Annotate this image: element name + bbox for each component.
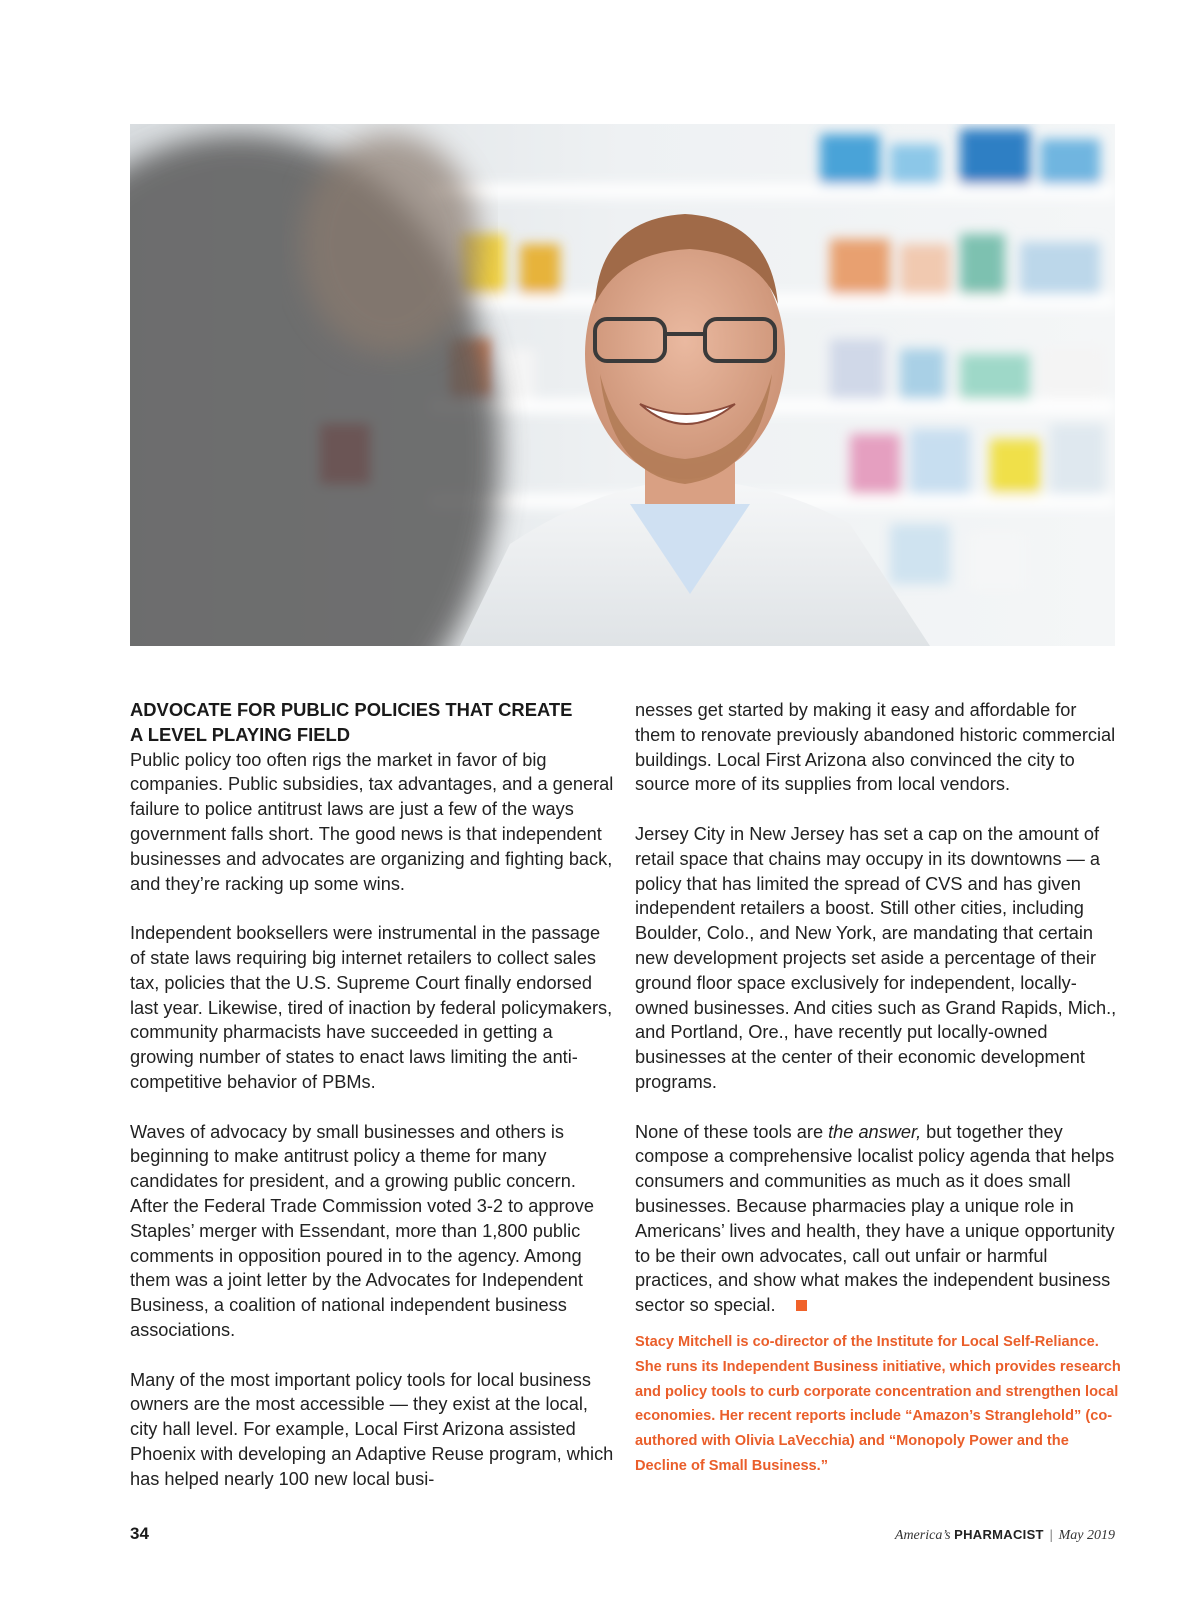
pharmacist-photo-illustration	[130, 124, 1115, 646]
text-run: but together they compose a comprehensive localist policy agenda that helps consumers and communities as much as it does small businesses. Because pharmacies play a unique role in Americans’ lives and health, they have a unique opportunity to be their own advocates, call out unfair or harmful practices, and show what makes the independent business sector so special.	[635, 1121, 1115, 1316]
paragraph: Independent booksellers were instrumental in the passage of state laws requiring big internet retailers to collect sales tax, policies that the U.S. Supreme Court finally endorsed last year. Likewise, tired of inaction by federal policymakers, community pharmacists have succeeded in getting a growing number of states to enact laws limiting the anti-competitive behavior of PBMs.	[130, 923, 613, 1092]
publication-prefix: America’s	[894, 1528, 951, 1543]
section-heading	[130, 698, 617, 748]
section-heading-line1: ADVOCATE FOR PUBLIC POLICIES THAT CREATE	[130, 699, 573, 720]
paragraph: Many of the most important policy tools for local business owners are the most accessible — they exist at the local, city hall level. For example, Local First Arizona assisted Phoenix with developing an Adaptive Reuse program, which has helped nearly 100 new local busi-	[130, 1369, 614, 1489]
left-column	[130, 698, 617, 1516]
section-heading-line2: A LEVEL PLAYING FIELD	[130, 723, 351, 745]
hero-photo	[130, 124, 1115, 646]
text-run: None of these tools are	[635, 1121, 829, 1142]
paragraph: Waves of advocacy by small businesses and others is beginning to make antitrust policy a theme for many candidates for president, and a growing public concern. After the Federal Trade Commission voted 3-2 to approve Staples’ merger with Essendant, more than 1,800 public comments in opposition poured in to the agency. Among them was a joint letter by the Advocates for Independent Business, a coalition of national independent business associations.	[130, 1121, 595, 1340]
issue-date: May 2019	[1058, 1528, 1115, 1543]
publication-brand: PHARMACIST	[954, 1527, 1044, 1542]
masthead-separator: |	[1049, 1528, 1053, 1543]
page-number: 34	[130, 1524, 149, 1543]
end-of-article-icon	[796, 1300, 807, 1311]
paragraph: Public policy too often rigs the market in favor of big companies. Public subsidies, tax advantages, and a general failure to police antitrust laws are just a few of the ways government falls short. The good news is that independent businesses and advocates are organizing and fighting back, and they’re racking up some wins.	[130, 749, 614, 894]
paragraph: nesses get started by making it easy and affordable for them to renovate previously abandoned historic commercial buildings. Local First Arizona also convinced the city to source more of its supplies from local vendors.	[635, 700, 1116, 795]
author-bio: Stacy Mitchell is co-director of the Institute for Local Self-Reliance. She runs its Independent Business initiative, which provides research and policy tools to curb corporate concentration and strengthen local economies. Her recent reports include “Amazon’s Stranglehold” (co-authored with Olivia LaVecchia) and “Monopoly Power and the Decline of Small Business.”	[635, 1333, 1121, 1474]
right-column	[635, 698, 1121, 1479]
emphasis: the answer,	[828, 1121, 922, 1142]
publication-masthead	[895, 1527, 1115, 1544]
paragraph: Jersey City in New Jersey has set a cap on the amount of retail space that chains may occupy in its downtowns — a policy that has limited the spread of CVS and has given independent retailers a boost. Still other cities, including Boulder, Colo., and New York, are mandating that certain new development projects set aside a percentage of their ground floor space exclusively for independent, locally-owned businesses. And cities such as Grand Rapids, Mich., and Portland, Ore., have recently put locally-owned businesses at the center of their economic development programs.	[635, 823, 1117, 1092]
paragraph-closing	[635, 1120, 1121, 1318]
